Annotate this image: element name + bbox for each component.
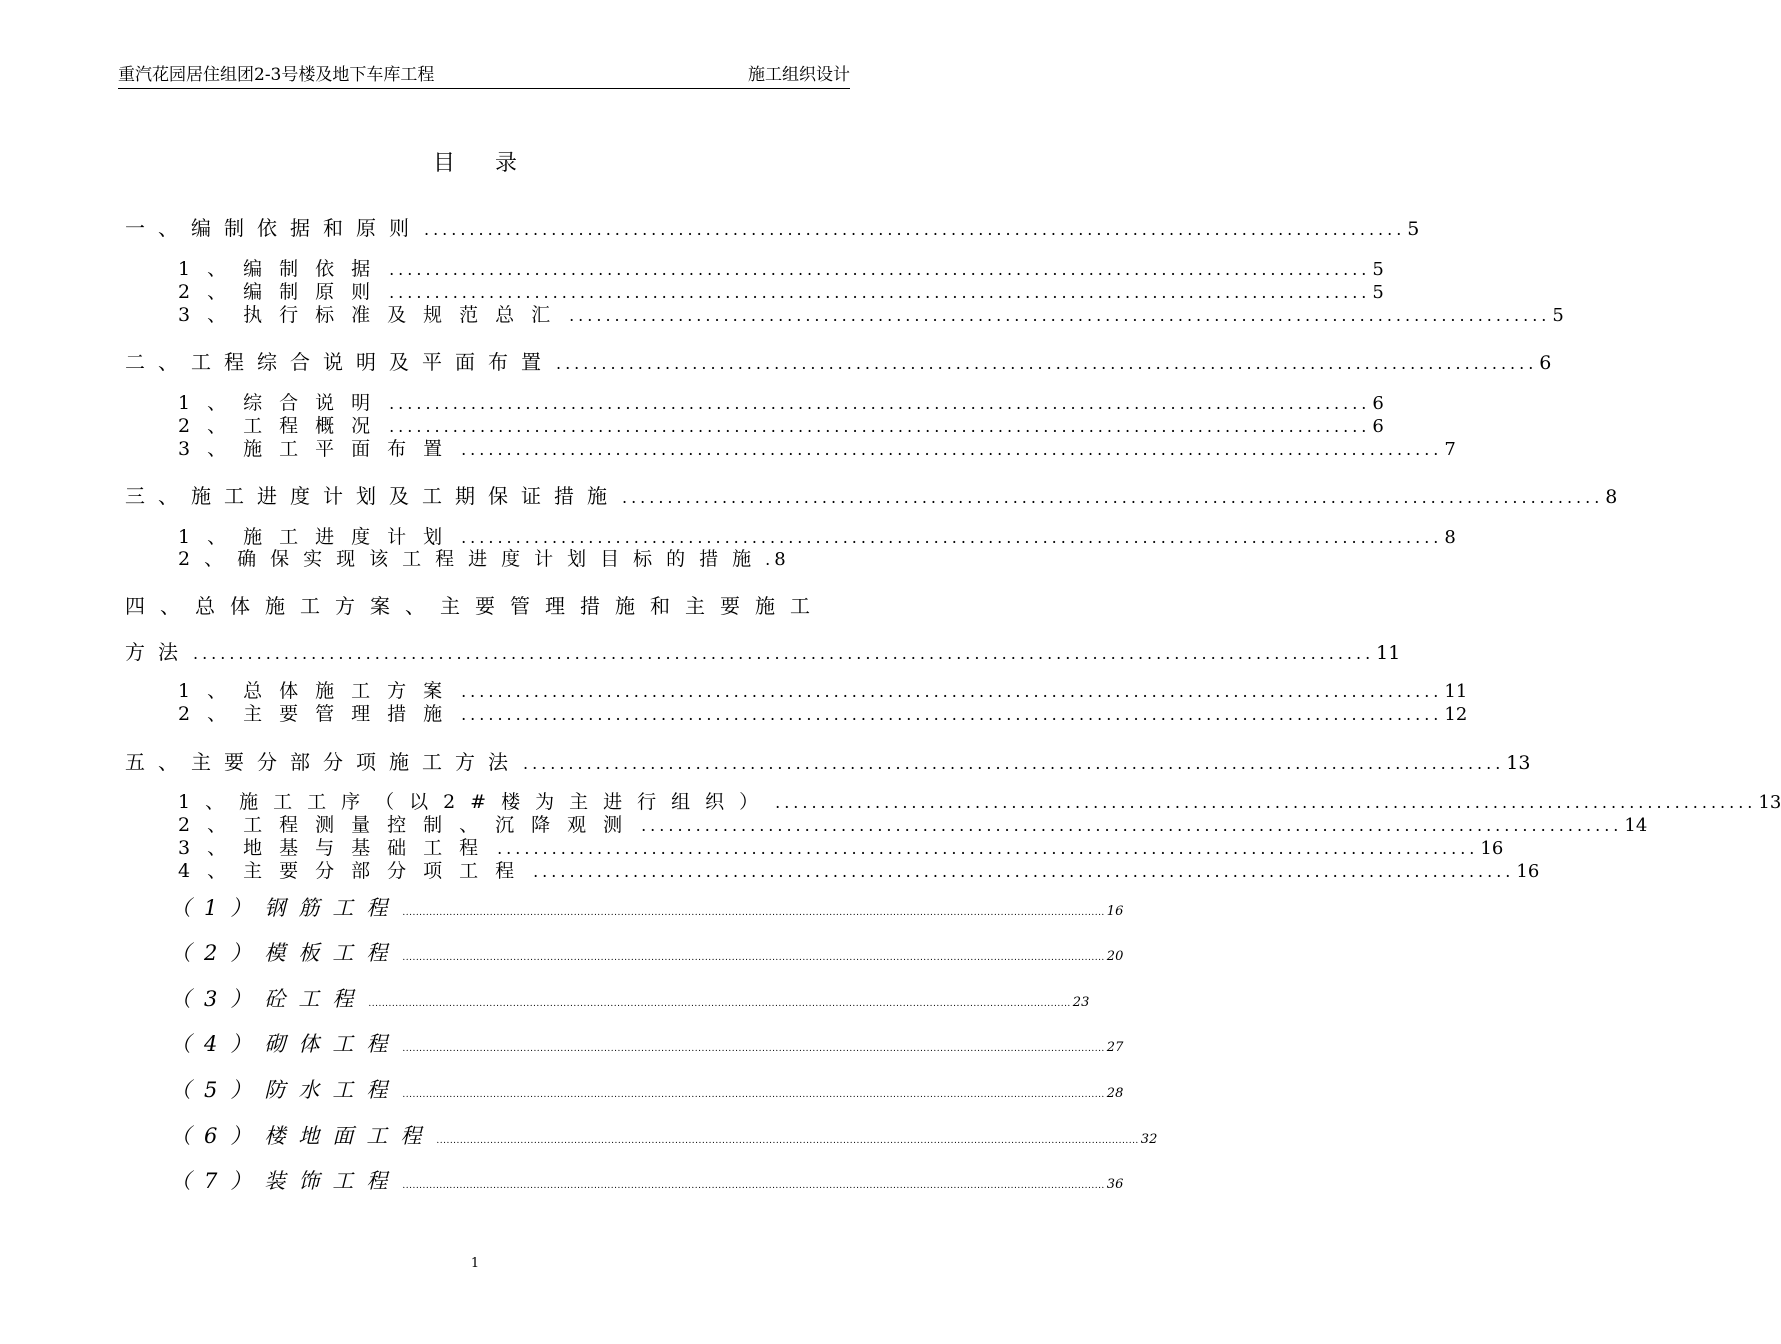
toc-entry-label: 2、工程概况	[178, 415, 388, 437]
toc-leader-dots: ..................................................................................................................................	[193, 644, 1375, 663]
toc-entry-4-1[interactable]	[178, 680, 1468, 703]
toc-leader-dots: .................................................................................................................................................................................................................	[402, 908, 1105, 918]
toc-entry-label: 四、总体施工方案、主要管理措施和主要施工	[125, 594, 825, 618]
toc-entry-label: 1、施工工序（以2#楼为主进行组织）	[178, 791, 774, 813]
toc-entry-label: 1、总体施工方案	[178, 680, 460, 702]
toc-entry-label: 3、施工平面布置	[178, 438, 460, 460]
toc-entry-5-4[interactable]	[178, 860, 1540, 883]
toc-entry-5-4-4[interactable]	[170, 1028, 1124, 1058]
toc-entry-label: （5）防水工程	[170, 1078, 401, 1102]
toc-entry-page: 13	[1506, 752, 1531, 774]
toc-leader-dots: ............................................................................................................	[389, 417, 1371, 436]
toc-entry-2-3[interactable]	[178, 438, 1456, 461]
toc-entry-page: 6	[1372, 416, 1384, 437]
toc-leader-dots: ............................................................................................................	[569, 306, 1551, 325]
toc-entry-label: 2、确保实现该工程进度计划目标的措施	[178, 548, 766, 570]
toc-entry-page: 36	[1106, 1177, 1124, 1192]
toc-entry-label: 3、地基与基础工程	[178, 837, 496, 859]
toc-entry-label: （1）钢筋工程	[170, 896, 401, 920]
toc-leader-dots: .................................................................................................................................................................................................................	[402, 1181, 1105, 1191]
toc-entry-5-4-6[interactable]	[170, 1120, 1158, 1150]
toc-entry-page: 11	[1376, 642, 1401, 664]
toc-entry-page: 6	[1539, 352, 1552, 374]
toc-entry-page: 7	[1444, 439, 1456, 460]
toc-leader-dots: ............................................................................................................	[389, 260, 1371, 279]
toc-entry-label: 4、主要分部分项工程	[178, 860, 532, 882]
toc-leader-dots: ............................................................................................................	[497, 839, 1479, 858]
toc-entry-page: 6	[1372, 393, 1384, 414]
toc-leader-dots: ............................................................................................................	[389, 394, 1371, 413]
toc-entry-label: 2、编制原则	[178, 281, 388, 303]
toc-entry-label: 一、编制依据和原则	[125, 216, 422, 240]
toc-leader-dots: .	[765, 550, 775, 569]
toc-entry-page: 20	[1106, 949, 1124, 964]
toc-entry-page: 16	[1516, 861, 1540, 882]
toc-entry-page: 8	[1444, 527, 1456, 548]
toc-leader-dots: ............................................................................................................	[424, 220, 1406, 239]
toc-leader-dots: ............................................................................................................	[533, 862, 1515, 881]
toc-leader-dots: ............................................................................................................	[556, 354, 1538, 373]
toc-entry-5-1[interactable]	[178, 791, 1781, 814]
toc-entry-page: 16	[1480, 838, 1504, 859]
toc-entry-page: 5	[1407, 218, 1420, 240]
toc-entry-section-4-continued[interactable]	[125, 636, 1401, 665]
toc-entry-1-1[interactable]	[178, 258, 1384, 281]
toc-leader-dots: .................................................................................................................................................................................................................	[368, 999, 1071, 1009]
header-document-type: 施工组织设计	[748, 65, 850, 85]
toc-entry-page: 8	[1605, 486, 1618, 508]
toc-entry-1-2[interactable]	[178, 281, 1384, 304]
toc-entry-5-4-1[interactable]	[170, 892, 1124, 922]
toc-entry-1-3[interactable]	[178, 304, 1564, 327]
toc-entry-page: 5	[1372, 259, 1384, 280]
toc-leader-dots: ............................................................................................................	[461, 528, 1443, 547]
toc-entry-section-4[interactable]	[125, 590, 838, 619]
toc-entry-page: 23	[1072, 995, 1090, 1010]
toc-leader-dots: .................................................................................................................................................................................................................	[436, 1136, 1139, 1146]
page-number: 1	[470, 1256, 480, 1271]
toc-entry-label: （7）装饰工程	[170, 1169, 401, 1193]
toc-entry-page: 13	[1758, 792, 1781, 813]
header-project-name: 重汽花园居住组团2-3号楼及地下车库工程	[118, 65, 435, 85]
toc-entry-label: 三、施工进度计划及工期保证措施	[125, 484, 620, 508]
toc-entry-label: （2）模板工程	[170, 941, 401, 965]
toc-entry-2-1[interactable]	[178, 392, 1384, 415]
toc-leader-dots: ............................................................................................................	[461, 705, 1443, 724]
toc-entry-page: 27	[1106, 1040, 1124, 1055]
toc-entry-section-1[interactable]	[125, 212, 1420, 241]
toc-leader-dots: ............................................................................................................	[622, 488, 1604, 507]
toc-entry-page: 16	[1106, 904, 1124, 919]
toc-entry-page: 8	[774, 549, 786, 570]
toc-entry-page: 14	[1624, 815, 1648, 836]
toc-leader-dots: ............................................................................................................	[775, 793, 1757, 812]
toc-entry-label: 1、综合说明	[178, 392, 388, 414]
toc-entry-page: 5	[1552, 305, 1564, 326]
toc-entry-section-2[interactable]	[125, 346, 1552, 375]
toc-entry-label: 3、执行标准及规范总汇	[178, 304, 568, 326]
toc-entry-label: 五、主要分部分项施工方法	[125, 750, 521, 774]
toc-entry-section-3[interactable]	[125, 480, 1618, 509]
toc-entry-3-1[interactable]	[178, 526, 1456, 549]
toc-entry-label: 1、编制依据	[178, 258, 388, 280]
toc-entry-label: （6）楼地面工程	[170, 1124, 435, 1148]
toc-entry-page: 32	[1140, 1132, 1158, 1147]
toc-title: 目录	[432, 151, 557, 176]
toc-entry-page: 28	[1106, 1086, 1124, 1101]
toc-entry-page: 11	[1444, 681, 1468, 702]
toc-entry-5-4-5[interactable]	[170, 1074, 1124, 1104]
toc-leader-dots: ............................................................................................................	[461, 682, 1443, 701]
toc-leader-dots: .................................................................................................................................................................................................................	[402, 953, 1105, 963]
toc-leader-dots: ............................................................................................................	[641, 816, 1623, 835]
toc-entry-label: 方法	[125, 640, 191, 664]
toc-entry-5-2[interactable]	[178, 814, 1648, 837]
toc-leader-dots: ............................................................................................................	[523, 754, 1505, 773]
toc-entry-3-2[interactable]	[178, 548, 838, 571]
toc-entry-page: 5	[1372, 282, 1384, 303]
toc-entry-label: （4）砌体工程	[170, 1032, 401, 1056]
toc-entry-label: 2、工程测量控制、沉降观测	[178, 814, 640, 836]
toc-entry-5-4-7[interactable]	[170, 1165, 1124, 1195]
toc-entry-label: 2、主要管理措施	[178, 703, 460, 725]
toc-entry-5-4-2[interactable]	[170, 937, 1124, 967]
toc-leader-dots: ............................................................................................................	[389, 283, 1371, 302]
toc-entry-label: （3）砼工程	[170, 987, 367, 1011]
toc-entry-label: 二、工程综合说明及平面布置	[125, 350, 554, 374]
toc-leader-dots: ............................................................................................................	[461, 440, 1443, 459]
toc-entry-2-2[interactable]	[178, 415, 1384, 438]
toc-entry-section-5[interactable]	[125, 746, 1531, 775]
toc-entry-5-3[interactable]	[178, 837, 1504, 860]
toc-entry-4-2[interactable]	[178, 703, 1468, 726]
toc-leader-dots: .................................................................................................................................................................................................................	[402, 1044, 1105, 1054]
toc-entry-page: 12	[1444, 704, 1468, 725]
toc-entry-label: 1、施工进度计划	[178, 526, 460, 548]
toc-leader-dots: .................................................................................................................................................................................................................	[402, 1090, 1105, 1100]
toc-entry-5-4-3[interactable]	[170, 983, 1090, 1013]
